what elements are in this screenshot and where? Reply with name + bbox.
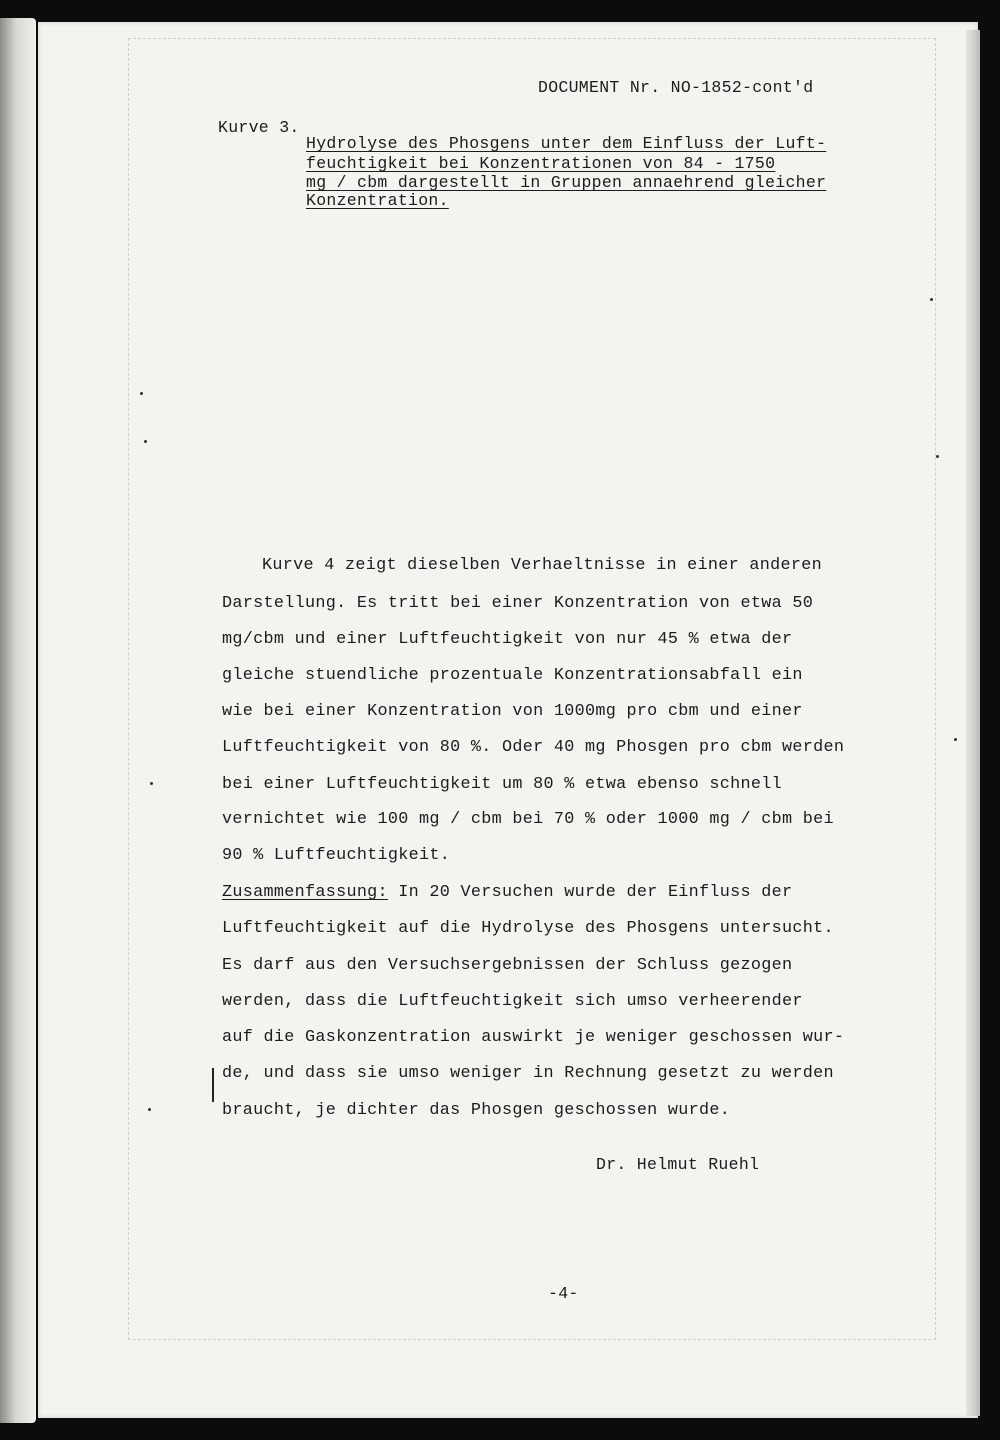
body-line: 90 % Luftfeuchtigkeit. [222,846,451,865]
summary-first-line [222,883,792,903]
margin-speck [144,440,147,443]
summary-line: Luftfeuchtigkeit auf die Hydrolyse des Phosgens untersucht. [222,919,834,938]
margin-speck [140,392,143,395]
summary-line: braucht, je dichter das Phosgen geschossen wurde. [222,1101,731,1120]
caption-line: Konzentration. [306,191,449,210]
body-line: bei einer Luftfeuchtigkeit um 80 % etwa ebenso schnell [222,775,783,794]
margin-speck [930,298,933,301]
figure-label: Kurve 3. [218,118,300,137]
summary-text: In 20 Versuchen wurde der Einfluss der [387,883,793,902]
summary-heading: Zusammenfassung: [222,883,388,902]
caption-line: mg / cbm dargestellt in Gruppen annaehrend gleicher [306,173,827,192]
signature: Dr. Helmut Ruehl [596,1155,760,1174]
body-line: Luftfeuchtigkeit von 80 %. Oder 40 mg Phosgen pro cbm werden [222,738,845,757]
document-number: DOCUMENT Nr. NO-1852-cont'd [538,78,814,97]
caption-line: feuchtigkeit bei Konzentrationen von 84 - 1750 [306,154,776,173]
body-line: vernichtet wie 100 mg / cbm bei 70 % oder 1000 mg / cbm bei [222,810,834,829]
summary-line: Es darf aus den Versuchsergebnissen der Schluss gezogen [222,956,793,975]
caption-line: Hydrolyse des Phosgens unter dem Einfluss der Luft- [306,134,827,153]
margin-speck [936,455,939,458]
margin-pen-mark [212,1068,214,1102]
summary-line: werden, dass die Luftfeuchtigkeit sich umso verheerender [222,992,803,1011]
body-line: Kurve 4 zeigt dieselben Verhaeltnisse in einer anderen [262,556,823,575]
summary-line: de, und dass sie umso weniger in Rechnung gesetzt zu werden [222,1064,834,1083]
margin-speck [148,1108,151,1111]
photocopy-frame [128,38,936,1340]
margin-speck [954,738,957,741]
body-line: wie bei einer Konzentration von 1000mg pro cbm und einer [222,702,803,721]
margin-speck [150,782,153,785]
page-number: -4- [548,1284,579,1303]
body-line: mg/cbm und einer Luftfeuchtigkeit von nur 45 % etwa der [222,630,793,649]
body-line: Darstellung. Es tritt bei einer Konzentration von etwa 50 [222,594,814,613]
body-line: gleiche stuendliche prozentuale Konzentrationsabfall ein [222,666,803,685]
summary-line: auf die Gaskonzentration auswirkt je weniger geschossen wur- [222,1028,845,1047]
adjacent-page-edge [0,18,36,1423]
stacked-page-edge [966,30,980,1416]
